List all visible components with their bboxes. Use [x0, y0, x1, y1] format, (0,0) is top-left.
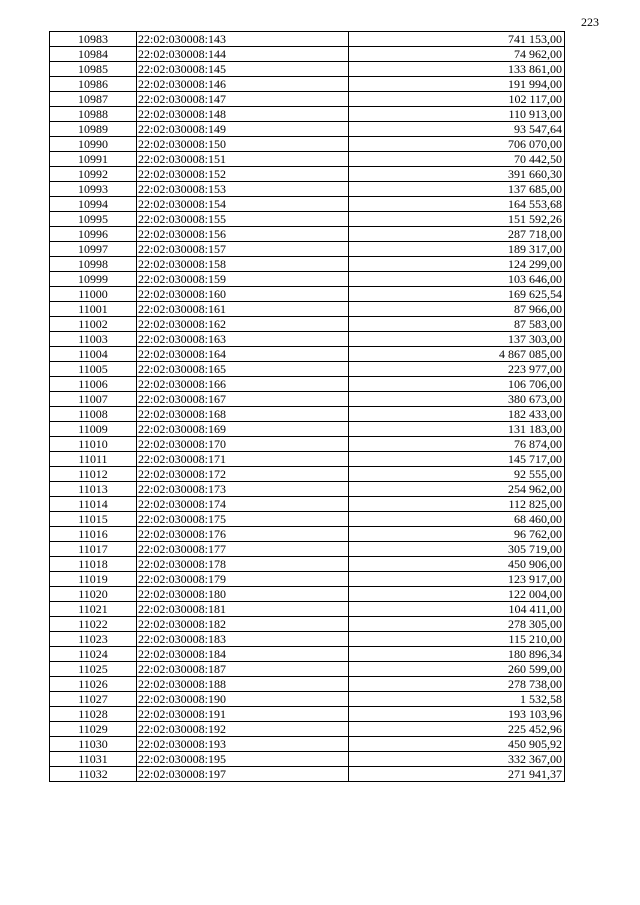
row-number-cell: 11022: [50, 617, 137, 632]
value-cell: 180 896,34: [349, 647, 565, 662]
cadastral-number-cell: 22:02:030008:146: [137, 77, 349, 92]
row-number-cell: 11023: [50, 632, 137, 647]
cadastral-number-cell: 22:02:030008:156: [137, 227, 349, 242]
row-number-cell: 11005: [50, 362, 137, 377]
value-cell: 124 299,00: [349, 257, 565, 272]
row-number-cell: 10997: [50, 242, 137, 257]
row-number-cell: 11021: [50, 602, 137, 617]
cadastral-number-cell: 22:02:030008:159: [137, 272, 349, 287]
cadastral-number-cell: 22:02:030008:190: [137, 692, 349, 707]
row-number-cell: 10984: [50, 47, 137, 62]
value-cell: 741 153,00: [349, 32, 565, 47]
cadastral-number-cell: 22:02:030008:154: [137, 197, 349, 212]
cadastral-number-cell: 22:02:030008:148: [137, 107, 349, 122]
value-cell: 260 599,00: [349, 662, 565, 677]
value-cell: 110 913,00: [349, 107, 565, 122]
cadastral-number-cell: 22:02:030008:160: [137, 287, 349, 302]
value-cell: 103 646,00: [349, 272, 565, 287]
table-row: [50, 122, 565, 137]
value-cell: 391 660,30: [349, 167, 565, 182]
value-cell: 450 905,92: [349, 737, 565, 752]
row-number-cell: 11010: [50, 437, 137, 452]
value-cell: 164 553,68: [349, 197, 565, 212]
value-cell: 137 685,00: [349, 182, 565, 197]
value-cell: 145 717,00: [349, 452, 565, 467]
value-cell: 151 592,26: [349, 212, 565, 227]
row-number-cell: 10992: [50, 167, 137, 182]
value-cell: 278 305,00: [349, 617, 565, 632]
cadastral-number-cell: 22:02:030008:174: [137, 497, 349, 512]
cadastral-number-cell: 22:02:030008:168: [137, 407, 349, 422]
page-number: 223: [581, 15, 599, 29]
value-cell: 191 994,00: [349, 77, 565, 92]
cadastral-number-cell: 22:02:030008:176: [137, 527, 349, 542]
value-cell: 189 317,00: [349, 242, 565, 257]
value-cell: 137 303,00: [349, 332, 565, 347]
cadastral-number-cell: 22:02:030008:170: [137, 437, 349, 452]
row-number-cell: 10983: [50, 32, 137, 47]
cadastral-number-cell: 22:02:030008:152: [137, 167, 349, 182]
table-row: [50, 62, 565, 77]
cadastral-number-cell: 22:02:030008:171: [137, 452, 349, 467]
table-row: [50, 137, 565, 152]
row-number-cell: 11026: [50, 677, 137, 692]
table-row: [50, 197, 565, 212]
cadastral-number-cell: 22:02:030008:197: [137, 767, 349, 782]
table-row: [50, 167, 565, 182]
table-row: [50, 437, 565, 452]
cadastral-number-cell: 22:02:030008:175: [137, 512, 349, 527]
row-number-cell: 11027: [50, 692, 137, 707]
cadastral-number-cell: 22:02:030008:180: [137, 587, 349, 602]
cadastral-table: [49, 31, 565, 782]
cadastral-number-cell: 22:02:030008:195: [137, 752, 349, 767]
table-row: [50, 692, 565, 707]
table-row: [50, 707, 565, 722]
cadastral-number-cell: 22:02:030008:178: [137, 557, 349, 572]
value-cell: 223 977,00: [349, 362, 565, 377]
row-number-cell: 10993: [50, 182, 137, 197]
table-row: [50, 257, 565, 272]
cadastral-number-cell: 22:02:030008:179: [137, 572, 349, 587]
row-number-cell: 11000: [50, 287, 137, 302]
cadastral-number-cell: 22:02:030008:172: [137, 467, 349, 482]
row-number-cell: 10994: [50, 197, 137, 212]
row-number-cell: 11003: [50, 332, 137, 347]
row-number-cell: 11017: [50, 542, 137, 557]
table-row: [50, 662, 565, 677]
row-number-cell: 11007: [50, 392, 137, 407]
cadastral-number-cell: 22:02:030008:149: [137, 122, 349, 137]
row-number-cell: 10995: [50, 212, 137, 227]
table-row: [50, 347, 565, 362]
table-row: [50, 242, 565, 257]
table-row: [50, 647, 565, 662]
row-number-cell: 11018: [50, 557, 137, 572]
row-number-cell: 10986: [50, 77, 137, 92]
row-number-cell: 11008: [50, 407, 137, 422]
value-cell: 450 906,00: [349, 557, 565, 572]
value-cell: 133 861,00: [349, 62, 565, 77]
value-cell: 123 917,00: [349, 572, 565, 587]
table-row: [50, 32, 565, 47]
value-cell: 4 867 085,00: [349, 347, 565, 362]
table-row: [50, 332, 565, 347]
row-number-cell: 11016: [50, 527, 137, 542]
table-body: [50, 32, 565, 782]
row-number-cell: 11020: [50, 587, 137, 602]
value-cell: 332 367,00: [349, 752, 565, 767]
cadastral-number-cell: 22:02:030008:143: [137, 32, 349, 47]
table-row: [50, 587, 565, 602]
row-number-cell: 10987: [50, 92, 137, 107]
cadastral-number-cell: 22:02:030008:182: [137, 617, 349, 632]
row-number-cell: 10985: [50, 62, 137, 77]
row-number-cell: 11012: [50, 467, 137, 482]
table-row: [50, 527, 565, 542]
table-row: [50, 632, 565, 647]
value-cell: 102 117,00: [349, 92, 565, 107]
value-cell: 305 719,00: [349, 542, 565, 557]
value-cell: 225 452,96: [349, 722, 565, 737]
table-row: [50, 542, 565, 557]
table-row: [50, 572, 565, 587]
row-number-cell: 11014: [50, 497, 137, 512]
table-row: [50, 422, 565, 437]
value-cell: 193 103,96: [349, 707, 565, 722]
row-number-cell: 11032: [50, 767, 137, 782]
table-row: [50, 92, 565, 107]
row-number-cell: 10989: [50, 122, 137, 137]
cadastral-number-cell: 22:02:030008:167: [137, 392, 349, 407]
table-row: [50, 107, 565, 122]
cadastral-number-cell: 22:02:030008:144: [137, 47, 349, 62]
row-number-cell: 10998: [50, 257, 137, 272]
table-row: [50, 482, 565, 497]
table-row: [50, 287, 565, 302]
table-row: [50, 212, 565, 227]
value-cell: 271 941,37: [349, 767, 565, 782]
cadastral-number-cell: 22:02:030008:157: [137, 242, 349, 257]
cadastral-number-cell: 22:02:030008:162: [137, 317, 349, 332]
value-cell: 380 673,00: [349, 392, 565, 407]
value-cell: 182 433,00: [349, 407, 565, 422]
value-cell: 1 532,58: [349, 692, 565, 707]
cadastral-number-cell: 22:02:030008:151: [137, 152, 349, 167]
table-row: [50, 392, 565, 407]
value-cell: 70 442,50: [349, 152, 565, 167]
row-number-cell: 10999: [50, 272, 137, 287]
row-number-cell: 11002: [50, 317, 137, 332]
row-number-cell: 11006: [50, 377, 137, 392]
value-cell: 706 070,00: [349, 137, 565, 152]
row-number-cell: 11019: [50, 572, 137, 587]
table-row: [50, 677, 565, 692]
row-number-cell: 11013: [50, 482, 137, 497]
value-cell: 106 706,00: [349, 377, 565, 392]
table-row: [50, 152, 565, 167]
row-number-cell: 11030: [50, 737, 137, 752]
row-number-cell: 10988: [50, 107, 137, 122]
row-number-cell: 11029: [50, 722, 137, 737]
row-number-cell: 11025: [50, 662, 137, 677]
value-cell: 287 718,00: [349, 227, 565, 242]
value-cell: 74 962,00: [349, 47, 565, 62]
value-cell: 115 210,00: [349, 632, 565, 647]
cadastral-number-cell: 22:02:030008:192: [137, 722, 349, 737]
table-row: [50, 362, 565, 377]
cadastral-number-cell: 22:02:030008:163: [137, 332, 349, 347]
cadastral-number-cell: 22:02:030008:181: [137, 602, 349, 617]
value-cell: 87 583,00: [349, 317, 565, 332]
row-number-cell: 11001: [50, 302, 137, 317]
value-cell: 68 460,00: [349, 512, 565, 527]
cadastral-number-cell: 22:02:030008:166: [137, 377, 349, 392]
value-cell: 96 762,00: [349, 527, 565, 542]
cadastral-number-cell: 22:02:030008:191: [137, 707, 349, 722]
cadastral-number-cell: 22:02:030008:169: [137, 422, 349, 437]
row-number-cell: 11024: [50, 647, 137, 662]
cadastral-number-cell: 22:02:030008:188: [137, 677, 349, 692]
value-cell: 93 547,64: [349, 122, 565, 137]
cadastral-number-cell: 22:02:030008:150: [137, 137, 349, 152]
table-row: [50, 182, 565, 197]
table-row: [50, 272, 565, 287]
cadastral-number-cell: 22:02:030008:155: [137, 212, 349, 227]
table-row: [50, 737, 565, 752]
cadastral-number-cell: 22:02:030008:158: [137, 257, 349, 272]
row-number-cell: 10991: [50, 152, 137, 167]
row-number-cell: 11028: [50, 707, 137, 722]
row-number-cell: 10990: [50, 137, 137, 152]
cadastral-number-cell: 22:02:030008:173: [137, 482, 349, 497]
cadastral-number-cell: 22:02:030008:164: [137, 347, 349, 362]
table-row: [50, 317, 565, 332]
cadastral-number-cell: 22:02:030008:183: [137, 632, 349, 647]
value-cell: 131 183,00: [349, 422, 565, 437]
table-row: [50, 467, 565, 482]
table-row: [50, 302, 565, 317]
table-row: [50, 557, 565, 572]
value-cell: 112 825,00: [349, 497, 565, 512]
row-number-cell: 11015: [50, 512, 137, 527]
table-row: [50, 602, 565, 617]
row-number-cell: 11009: [50, 422, 137, 437]
table-row: [50, 452, 565, 467]
table-row: [50, 227, 565, 242]
table-row: [50, 407, 565, 422]
row-number-cell: 11031: [50, 752, 137, 767]
row-number-cell: 11011: [50, 452, 137, 467]
cadastral-number-cell: 22:02:030008:153: [137, 182, 349, 197]
cadastral-number-cell: 22:02:030008:177: [137, 542, 349, 557]
value-cell: 76 874,00: [349, 437, 565, 452]
table-row: [50, 617, 565, 632]
cadastral-number-cell: 22:02:030008:145: [137, 62, 349, 77]
cadastral-number-cell: 22:02:030008:147: [137, 92, 349, 107]
table-row: [50, 377, 565, 392]
table-row: [50, 752, 565, 767]
value-cell: 87 966,00: [349, 302, 565, 317]
cadastral-number-cell: 22:02:030008:184: [137, 647, 349, 662]
value-cell: 104 411,00: [349, 602, 565, 617]
value-cell: 92 555,00: [349, 467, 565, 482]
table-row: [50, 722, 565, 737]
table-row: [50, 497, 565, 512]
value-cell: 169 625,54: [349, 287, 565, 302]
row-number-cell: 10996: [50, 227, 137, 242]
cadastral-number-cell: 22:02:030008:165: [137, 362, 349, 377]
cadastral-number-cell: 22:02:030008:187: [137, 662, 349, 677]
cadastral-number-cell: 22:02:030008:161: [137, 302, 349, 317]
table-row: [50, 77, 565, 92]
value-cell: 254 962,00: [349, 482, 565, 497]
value-cell: 278 738,00: [349, 677, 565, 692]
table-row: [50, 512, 565, 527]
table-row: [50, 47, 565, 62]
cadastral-number-cell: 22:02:030008:193: [137, 737, 349, 752]
value-cell: 122 004,00: [349, 587, 565, 602]
table-row: [50, 767, 565, 782]
row-number-cell: 11004: [50, 347, 137, 362]
